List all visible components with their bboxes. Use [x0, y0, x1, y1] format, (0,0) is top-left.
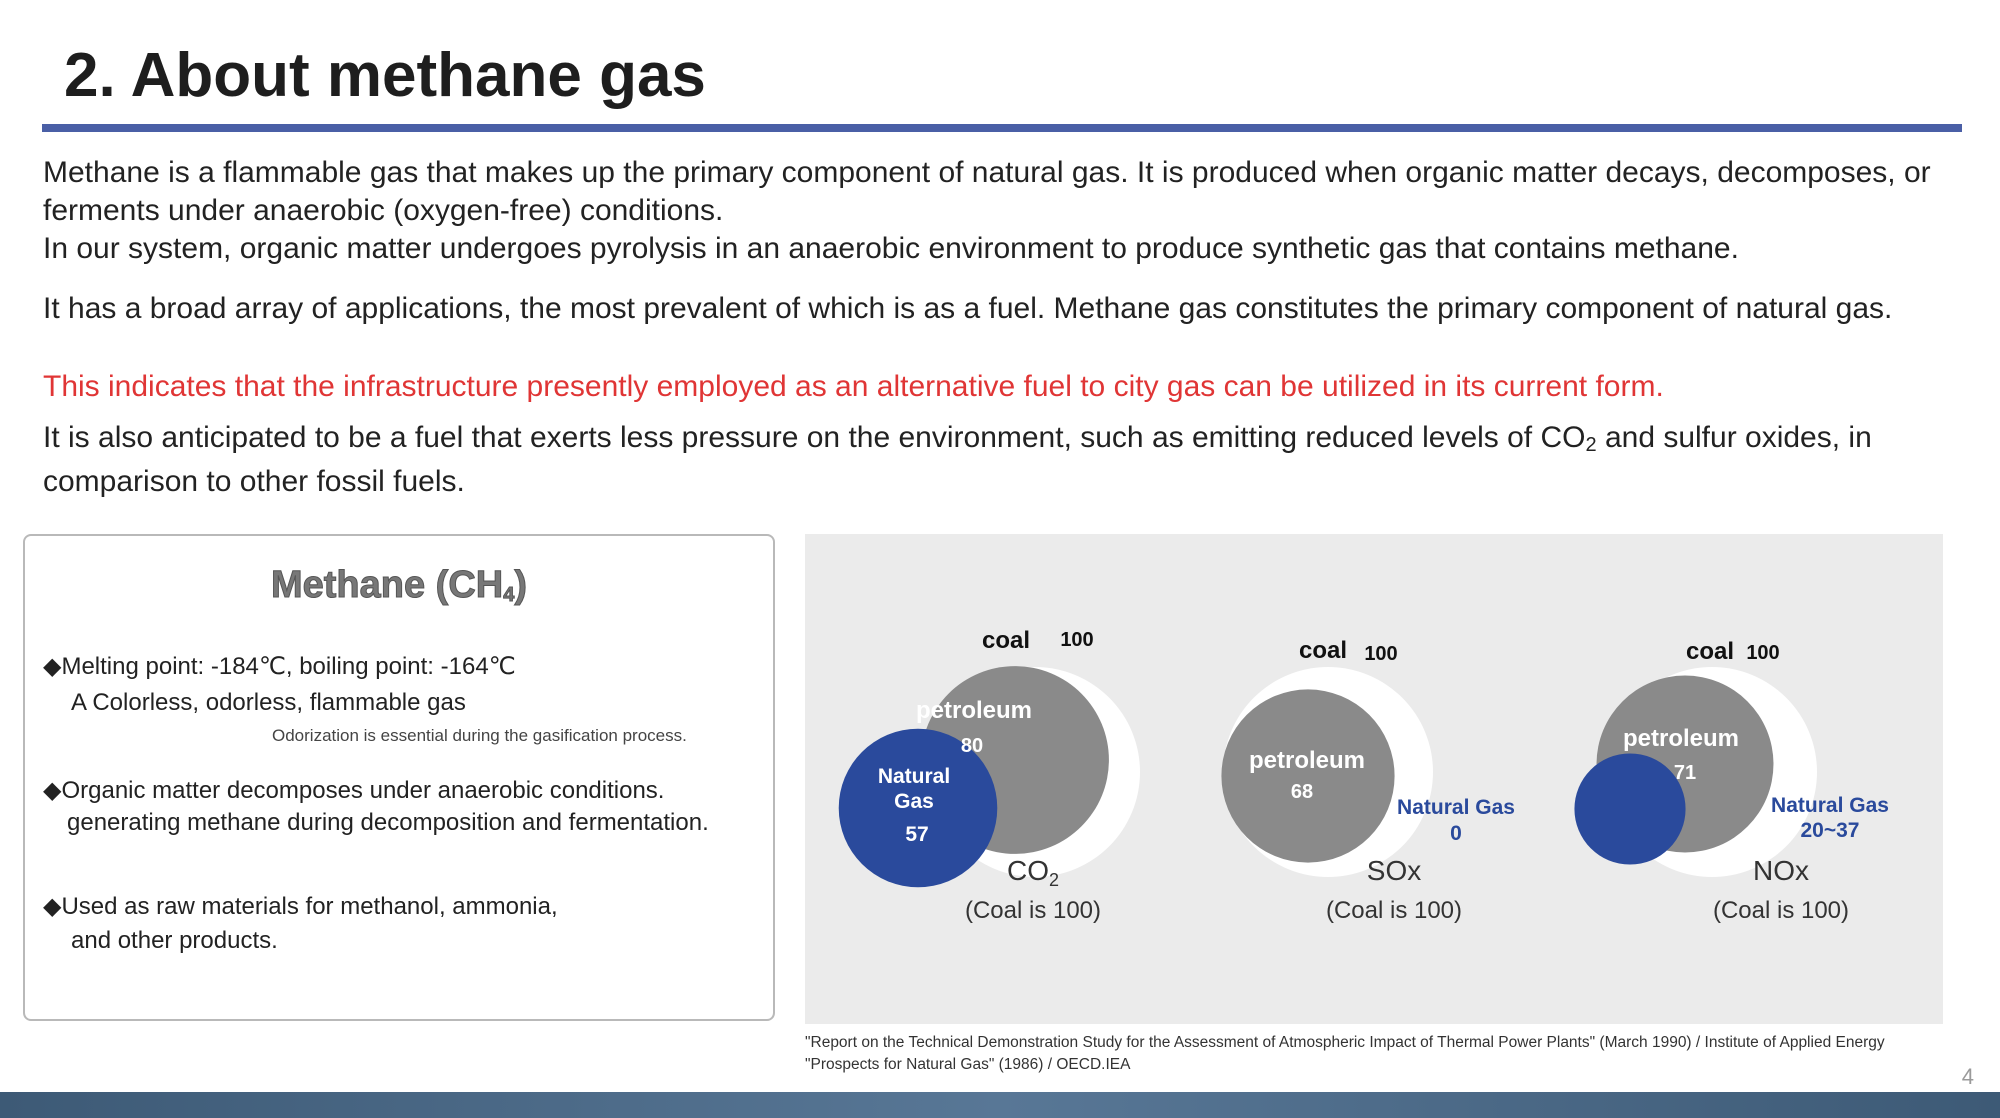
nox-petroleum-value: 71: [1673, 762, 1697, 784]
page-title: 2. About methane gas: [64, 41, 706, 110]
co2-group-label: $CO_2$: [1006, 855, 1060, 890]
sox-group-note: (Coal is 100): [1325, 897, 1463, 924]
raw-materials-line: ◆Used as raw materials for methanol, ammonia,: [43, 893, 558, 920]
methane-info-box: [23, 534, 775, 1021]
emission-chart-svg: [805, 534, 1943, 1024]
intro-text-4a: It is also anticipated to be a fuel that exerts less pressure on the environment, such as emitting reduced levels of CO: [43, 421, 1586, 454]
intro-text-1: Methane is a flammable gas that makes up the primary component of natural gas. It is produced when organic matter decays, decomposes, or ferments under anaerobic (oxygen-free) conditions.: [43, 156, 1931, 227]
emission-comparison-chart: [805, 534, 1943, 1024]
sox-group-label: SOx: [1366, 855, 1422, 886]
co2-group-note: (Coal is 100): [964, 897, 1102, 924]
nox-coal-value: 100: [1746, 642, 1780, 664]
methane-title-sub: 4: [503, 584, 515, 606]
nox-petroleum-label: petroleum: [1622, 725, 1740, 752]
source-citation: "Report on the Technical Demonstration Study for the Assessment of Atmospheric Impact of Thermal Power Plants" (March 1990) / Institute of Applied Energy "Prospects for Natural Gas" (1986) / OECD.IEA: [805, 1034, 1885, 1073]
co2-natural-gas-label-0: Natural: [877, 765, 951, 788]
title-divider: [42, 124, 1962, 132]
co2-subscript: 2: [1585, 434, 1597, 456]
methane-title-end: ): [514, 564, 527, 606]
nox-group-note: (Coal is 100): [1712, 897, 1850, 924]
footer-bar: [0, 1092, 2000, 1118]
melting-point-line: ◆Melting point: -184℃, boiling point: -164℃: [43, 653, 516, 680]
co2-petroleum-label: petroleum: [915, 697, 1033, 724]
colorless-line: A Colorless, odorless, flammable gas: [71, 689, 466, 716]
raw-materials-line-2: and other products.: [71, 927, 278, 954]
decompose-line: ◆Organic matter decomposes under anaerobic conditions.: [43, 777, 665, 804]
nox-natural-gas-label-0: Natural Gas: [1771, 794, 1889, 817]
intro-paragraph-2: It has a broad array of applications, the most prevalent of which is as a fuel. Methane gas constitutes the primary component of natural gas.: [43, 292, 1893, 325]
co2-petroleum-value: 80: [960, 735, 984, 757]
nox-coal-label: coal: [1685, 638, 1735, 665]
co2-group-label-sub: 2: [1048, 870, 1060, 890]
nox-natural-gas-value: 20~37: [1800, 819, 1860, 842]
methane-box-title: [25, 564, 773, 607]
intro-paragraph-4: [43, 416, 1993, 504]
sox-natural-gas-label-0: Natural Gas: [1397, 796, 1515, 819]
intro-paragraph-1: [43, 154, 1993, 268]
co2-coal-label: coal: [981, 627, 1031, 654]
co2-coal-value: 100: [1060, 629, 1094, 651]
co2-natural-gas-value: 57: [905, 823, 929, 846]
intro-text-1b: In our system, organic matter undergoes pyrolysis in an anaerobic environment to produce synthetic gas that contains methane.: [43, 232, 1739, 265]
sox-petroleum-value: 68: [1290, 781, 1314, 803]
sox-petroleum-circle: [1221, 689, 1394, 862]
nox-group-label: NOx: [1753, 855, 1809, 886]
odorization-note: Odorization is essential during the gasification process.: [272, 726, 687, 745]
page-number: 4: [1961, 1064, 1974, 1089]
nox-natural-gas-circle: [1574, 753, 1685, 864]
sox-petroleum-label: petroleum: [1248, 747, 1366, 774]
sox-natural-gas-value: 0: [1450, 822, 1462, 845]
sox-coal-value: 100: [1364, 643, 1398, 665]
co2-natural-gas-label-1: Gas: [894, 790, 934, 813]
intro-text-4b: and sulfur oxides, in comparison to other fossil fuels.: [43, 421, 1872, 498]
intro-highlight: This indicates that the infrastructure presently employed as an alternative fuel to city gas can be utilized in its current form.: [43, 370, 1664, 403]
methane-title-main: Methane (CH: [270, 564, 504, 606]
fermentation-line: generating methane during decomposition and fermentation.: [67, 809, 709, 836]
sox-coal-label: coal: [1298, 637, 1348, 664]
